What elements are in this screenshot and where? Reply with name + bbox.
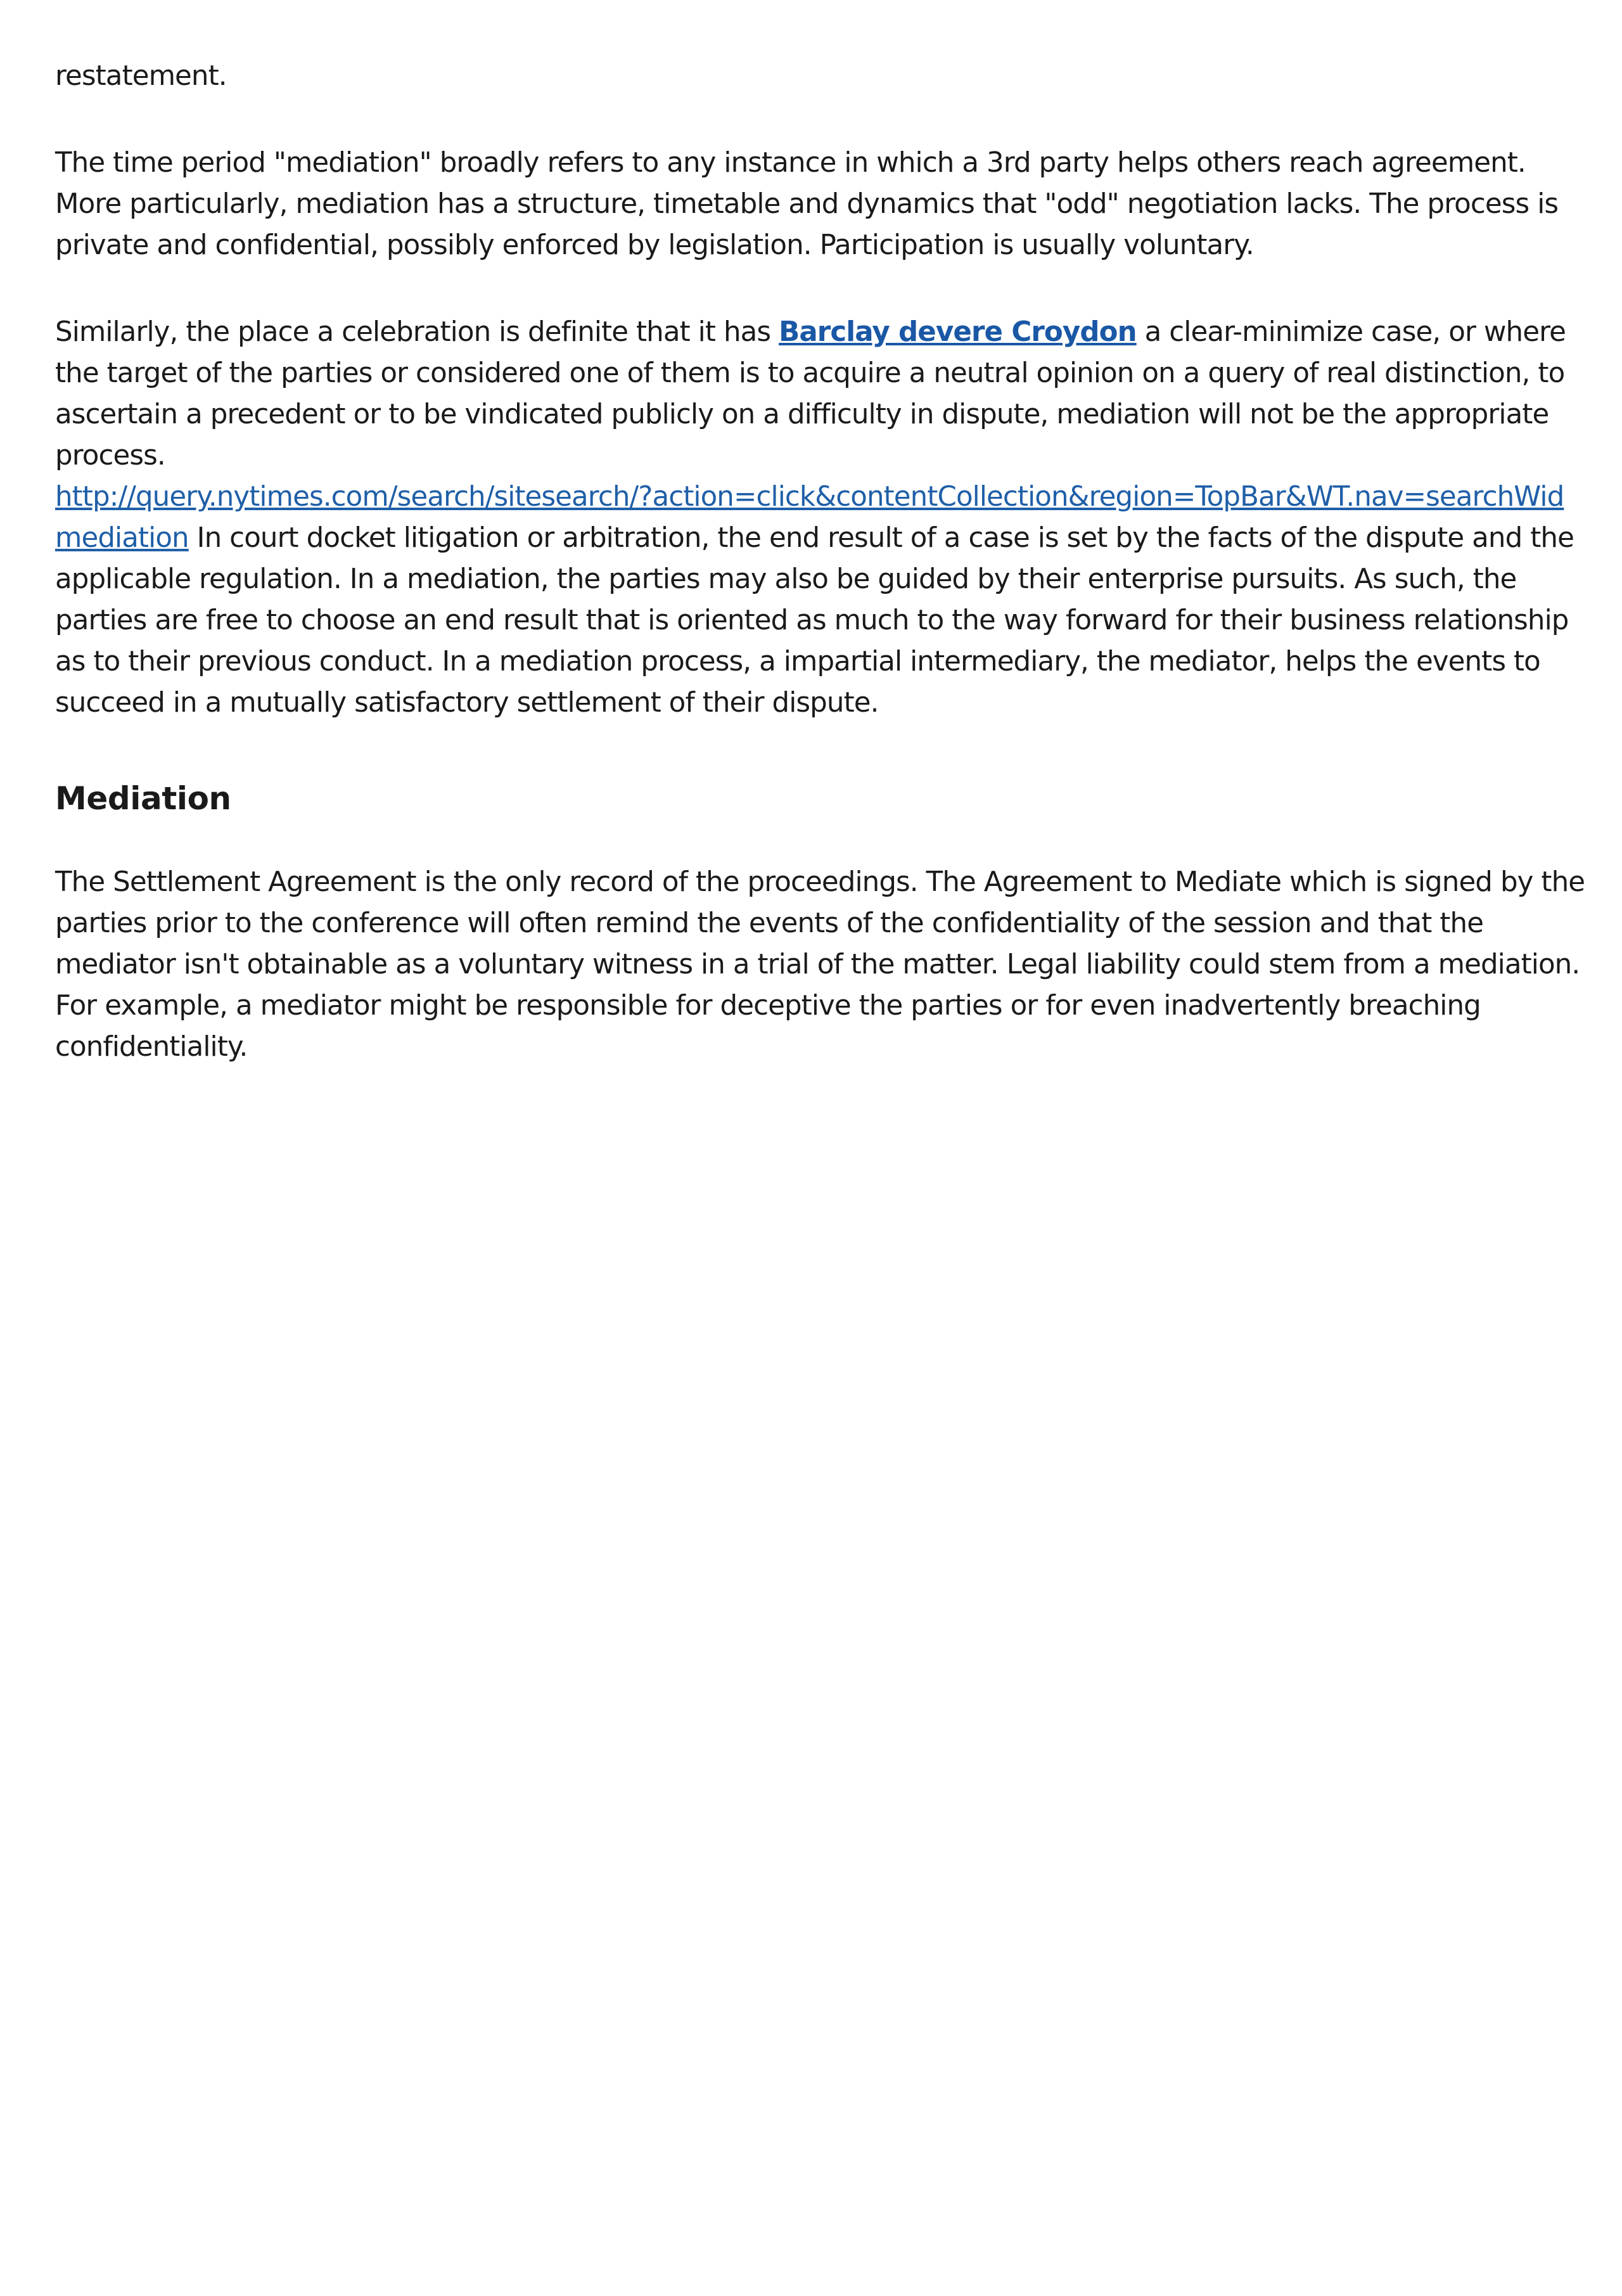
document-page	[55, 56, 1588, 1068]
nytimes-search-link[interactable]: http://query.nytimes.com/search/sitesearch/?action=click&contentCollection&region=TopBar&WT.nav=searchWid	[55, 481, 1564, 513]
barclay-devere-croydon-link[interactable]: Barclay devere Croydon	[779, 316, 1137, 348]
section-heading-mediation: Mediation	[55, 780, 231, 817]
paragraph-definition: The time period "mediation" broadly refers to any instance in which a 3rd party helps others reach agreement. More particularly, mediation has a structure, timetable and dynamics that "odd" negotiation lacks. The process is private and confidential, possibly enforced by legislation. Participation is usually voluntary.	[55, 147, 1559, 261]
paragraph-outcome-text: In court docket litigation or arbitration, the end result of a case is set by the facts of the dispute and the applicable regulation. In a mediation, the parties may also be guided by their enterprise pursuits. As such, the parties are free to choose an end result that is oriented as much to the way forward for their business relationship as to their previous conduct. In a mediation process, a impartial intermediary, the mediator, helps the events to succeed in a mutually satisfactory settlement of their dispute.	[55, 522, 1574, 719]
paragraph-suitability-text-end: a clear-minimize case, or where the target of the parties or considered one of them is to acquire a neutral opinion on a query of real distinction, to ascertain a precedent or to be vindicated publicly on a difficulty in dispute, mediation will not be the appropriate process.	[55, 316, 1566, 471]
paragraph-suitability	[55, 312, 1588, 477]
paragraph-suitability-text-start: Similarly, the place a celebration is definite that it has	[55, 316, 779, 348]
paragraph-settlement: The Settlement Agreement is the only record of the proceedings. The Agreement to Mediate which is signed by the parties prior to the conference will often remind the events of the confidentiality of the session and that the mediator isn't obtainable as a voluntary witness in a trial of the matter. Legal liability could stem from a mediation. For example, a mediator might be responsible for deceptive the parties or for even inadvertently breaching confidentiality.	[55, 866, 1585, 1063]
intro-fragment: restatement.	[55, 60, 227, 92]
paragraph-outcome	[55, 477, 1588, 724]
nytimes-search-link-continuation[interactable]: mediation	[55, 522, 189, 554]
